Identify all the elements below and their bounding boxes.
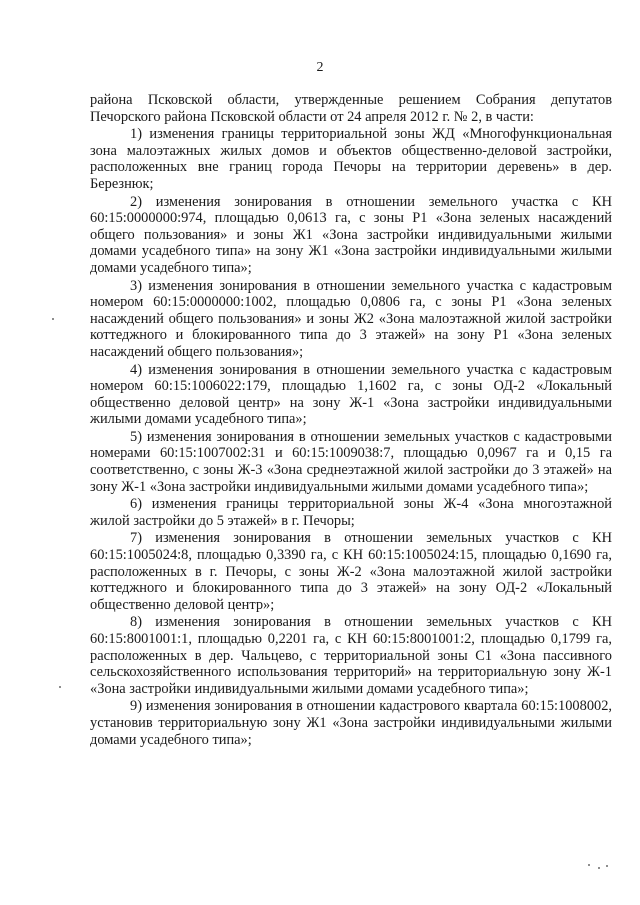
list-item-6: 6) изменения границы территориальной зоны Ж-4 «Зона многоэтажной жилой застройки до 5 этажей» в г. Печоры; <box>90 496 612 529</box>
scan-speck <box>598 867 600 869</box>
scan-speck <box>59 686 61 688</box>
page-number: 2 <box>316 60 324 75</box>
list-item-1: 1) изменения границы территориальной зоны ЖД «Многофункциональная зона малоэтажных жилых домов и объектов общественно-деловой застройки, расположенных вне границ города Печоры на территории деревень» в дер. Березнюк; <box>90 126 612 192</box>
list-item-9: 9) изменения зонирования в отношении кадастрового квартала 60:15:1008002, установив территориальную зону Ж1 «Зона застройки индивидуальными жилыми домами усадебного типа»; <box>90 698 612 748</box>
scan-speck <box>588 864 590 866</box>
list-item-2: 2) изменения зонирования в отношении земельного участка с КН 60:15:0000000:974, площадью 0,0613 га, с зоны Р1 «Зона зеленых насаждений общего пользования» и зоны Ж1 «Зона застройки индивидуальными жилыми домами усадебного типа» на зону Ж1 «Зона застройки индивидуальными жилыми домами усадебного типа»; <box>90 193 612 276</box>
list-item-8: 8) изменения зонирования в отношении земельных участков с КН 60:15:8001001:1, площадью 0,2201 га, с КН 60:15:8001001:2, площадью 0,1799 га, расположенных в дер. Чальцево, с территориальной зоны С1 «Зона пассивного сельскохозяйственного использования территорий» на территориальную зону Ж-1 «Зона застройки индивидуальными жилыми домами усадебного типа»; <box>90 614 612 697</box>
document-body <box>90 92 612 748</box>
list-item-3: 3) изменения зонирования в отношении земельного участка с кадастровым номером 60:15:0000000:1002, площадью 0,0806 га, с зоны Р1 «Зона зеленых насаждений общего пользования» и зоны Ж2 «Зона малоэтажной жилой застройки коттеджного и блокированного типа до 3 этажей» на зону Р1 «Зона зеленых насаждений общего пользования»; <box>90 277 612 360</box>
scan-speck <box>52 318 54 320</box>
scan-speck <box>606 865 608 867</box>
list-item-5: 5) изменения зонирования в отношении земельных участков с кадастровыми номерами 60:15:1007002:31 и 60:15:1009038:7, площадью 0,0967 га и 0,15 га соответственно, с зоны Ж-3 «Зона среднеэтажной жилой застройки до 3 этажей» на зону Ж-1 «Зона застройки индивидуальными жилыми домами усадебного типа»; <box>90 428 612 495</box>
intro-paragraph: района Псковской области, утвержденные решением Собрания депутатов Печорского района Псковской области от 24 апреля 2012 г. № 2, в части: <box>90 92 612 125</box>
list-item-4: 4) изменения зонирования в отношении земельного участка с кадастровым номером 60:15:1006022:179, площадью 1,1602 га, с зоны ОД-2 «Локальный общественно деловой центр» на зону Ж-1 «Зона застройки индивидуальными жилыми домами усадебного типа»; <box>90 361 612 428</box>
list-item-7: 7) изменения зонирования в отношении земельных участков с КН 60:15:1005024:8, площадью 0,3390 га, с КН 60:15:1005024:15, площадью 0,1690 га, расположенных в г. Печоры, с зоны Ж-2 «Зона малоэтажной жилой застройки коттеджного и блокированного типа до 3 этажей» на зону ОД-2 «Локальный общественно деловой центр»; <box>90 530 612 613</box>
